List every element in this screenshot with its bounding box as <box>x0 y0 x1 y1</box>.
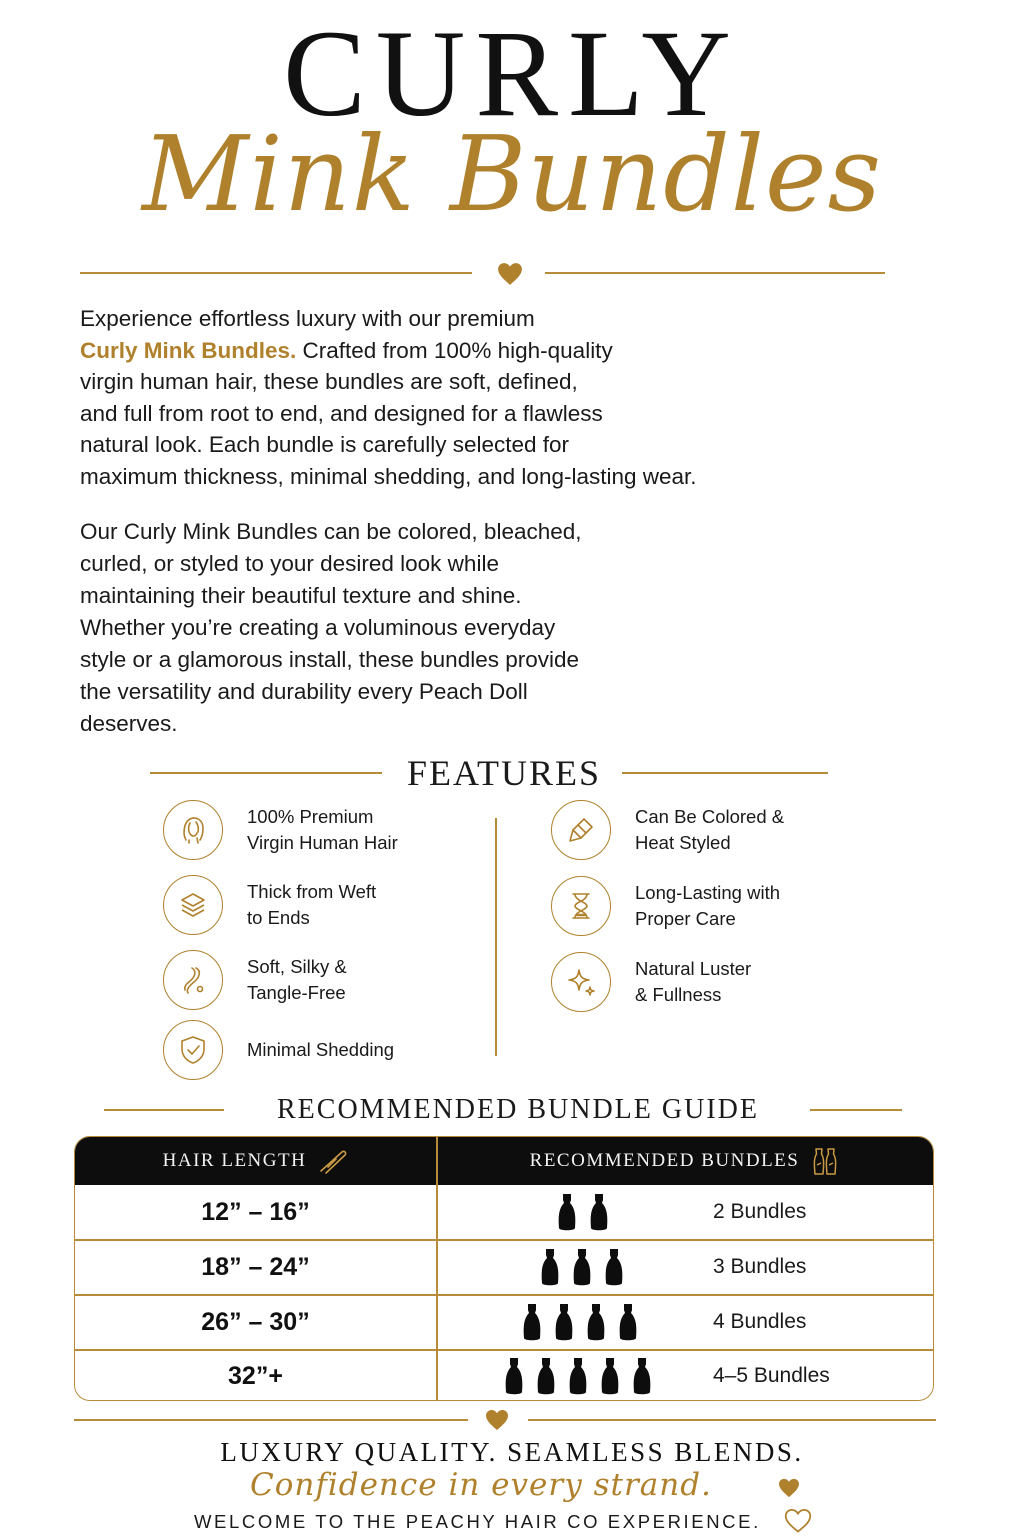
row-length: 26” – 30” <box>201 1307 310 1336</box>
table-row <box>75 1295 933 1349</box>
styling-line: Our Curly Mink Bundles can be colored, bleached, <box>80 519 582 544</box>
intro-line: maximum thickness, minimal shedding, and long-lasting wear. <box>80 463 697 489</box>
feature-long-lasting <box>551 876 815 936</box>
woman-head-icon <box>163 800 223 860</box>
feature-label: Minimal Shedding <box>247 1039 395 1060</box>
bundle-icon <box>585 1304 607 1342</box>
header-recommended-bundles <box>436 1137 933 1185</box>
page-title: CURLY <box>283 5 741 142</box>
footer-welcome: WELCOME TO THE PEACHY HAIR CO EXPERIENCE. <box>194 1511 761 1532</box>
bundle-icon <box>571 1249 593 1287</box>
bundle-icon <box>631 1358 653 1396</box>
styling-line: curled, or styled to your desired look while <box>80 551 499 576</box>
intro-line: Crafted from 100% high-quality <box>296 337 613 363</box>
header-label: RECOMMENDED BUNDLES <box>529 1150 800 1171</box>
feature-colored-styled <box>551 800 815 860</box>
intro-paragraph <box>80 303 760 492</box>
feature-label: Virgin Human Hair <box>247 832 398 853</box>
bundle-icon <box>603 1249 625 1287</box>
row-length: 32”+ <box>228 1361 283 1390</box>
heart-icon <box>497 262 523 286</box>
layers-icon <box>163 875 223 935</box>
feature-label: Proper Care <box>635 908 736 929</box>
row-bundle-count: 3 Bundles <box>713 1255 807 1278</box>
features-heading: FEATURES <box>406 753 602 793</box>
product-highlight: Curly Mink Bundles. <box>80 337 297 363</box>
hair-strand-icon <box>163 950 223 1010</box>
brush-icon <box>551 800 611 860</box>
feature-label: to Ends <box>247 907 310 928</box>
footer-rule-left <box>74 1419 468 1421</box>
footer-tagline: LUXURY QUALITY. SEAMLESS BLENDS. <box>220 1437 804 1467</box>
hair-pin-icon <box>318 1148 348 1174</box>
row-bundle-count: 4 Bundles <box>713 1310 807 1333</box>
heart-icon <box>778 1478 800 1498</box>
feature-label: Natural Luster <box>635 958 752 979</box>
footer-rule-right <box>528 1419 936 1421</box>
header-hair-length <box>75 1137 436 1185</box>
bundle-icon <box>556 1194 578 1232</box>
feature-label: Tangle-Free <box>247 982 346 1003</box>
bundle-icon <box>539 1249 561 1287</box>
heart-outline-icon <box>784 1508 812 1534</box>
footer-script: Confidence in every strand. <box>250 1467 712 1503</box>
table-header <box>75 1137 933 1185</box>
bundle-icon <box>567 1358 589 1396</box>
bottles-icon <box>811 1146 839 1176</box>
intro-line: virgin human hair, these bundles are soft, defined, <box>80 369 578 394</box>
feature-soft-silky <box>163 950 427 1010</box>
divider-right <box>545 272 885 274</box>
feature-label: 100% Premium <box>247 806 374 827</box>
bundle-icons <box>516 1302 644 1342</box>
intro-line: and full from root to end, and designed for a flawless <box>80 400 603 426</box>
feature-label: Soft, Silky & <box>247 956 347 977</box>
styling-line: the versatility and durability every Peach Doll <box>80 679 528 704</box>
feature-virgin-hair <box>163 800 427 860</box>
row-length: 18” – 24” <box>201 1252 310 1281</box>
header-label: HAIR LENGTH <box>162 1150 307 1171</box>
features-rule-left <box>150 772 382 774</box>
bundle-icon <box>521 1304 543 1342</box>
table-row <box>75 1185 933 1239</box>
styling-line: style or a glamorous install, these bundles provide <box>80 647 580 672</box>
feature-thick-weft <box>163 875 427 935</box>
bundle-icon <box>535 1358 557 1396</box>
row-bundle-count: 4–5 Bundles <box>713 1364 830 1387</box>
guide-rule-right <box>810 1109 902 1111</box>
feature-label: Can Be Colored & <box>635 806 785 827</box>
row-length: 12” – 16” <box>201 1197 310 1226</box>
feature-luster <box>551 952 815 1012</box>
bundle-guide-table <box>74 1136 934 1401</box>
row-bundle-count: 2 Bundles <box>713 1200 807 1223</box>
styling-line: maintaining their beautiful texture and shine. <box>80 583 522 608</box>
styling-line: deserves. <box>80 711 178 736</box>
guide-heading: RECOMMENDED BUNDLE GUIDE <box>277 1094 759 1125</box>
bundle-icons <box>534 1247 630 1287</box>
bundle-icon <box>599 1358 621 1396</box>
bundle-icon <box>588 1194 610 1232</box>
feature-label: Thick from Weft <box>247 881 377 902</box>
feature-label: Long-Lasting with <box>635 882 781 903</box>
table-row <box>75 1240 933 1294</box>
styling-line: Whether you’re creating a voluminous everyday <box>80 615 556 640</box>
bundle-icon <box>553 1304 575 1342</box>
shield-check-icon <box>163 1020 223 1080</box>
table-row <box>75 1349 933 1401</box>
bundle-icon <box>617 1304 639 1342</box>
hourglass-icon <box>551 876 611 936</box>
intro-line: Experience effortless luxury with our premium <box>80 306 535 331</box>
bundle-icon <box>503 1358 525 1396</box>
bundle-icons <box>551 1192 615 1232</box>
feature-label: & Fullness <box>635 984 722 1005</box>
bundle-icons <box>498 1356 658 1396</box>
feature-minimal-shedding <box>163 1020 427 1080</box>
feature-label: Heat Styled <box>635 832 731 853</box>
intro-line: natural look. Each bundle is carefully selected for <box>80 432 570 457</box>
page-subtitle: Mink Bundles <box>142 113 882 235</box>
features-divider <box>495 818 497 1056</box>
divider-left <box>80 272 472 274</box>
heart-icon <box>485 1409 509 1431</box>
sparkle-icon <box>551 952 611 1012</box>
guide-rule-left <box>104 1109 224 1111</box>
styling-paragraph <box>80 516 700 740</box>
features-rule-right <box>622 772 828 774</box>
